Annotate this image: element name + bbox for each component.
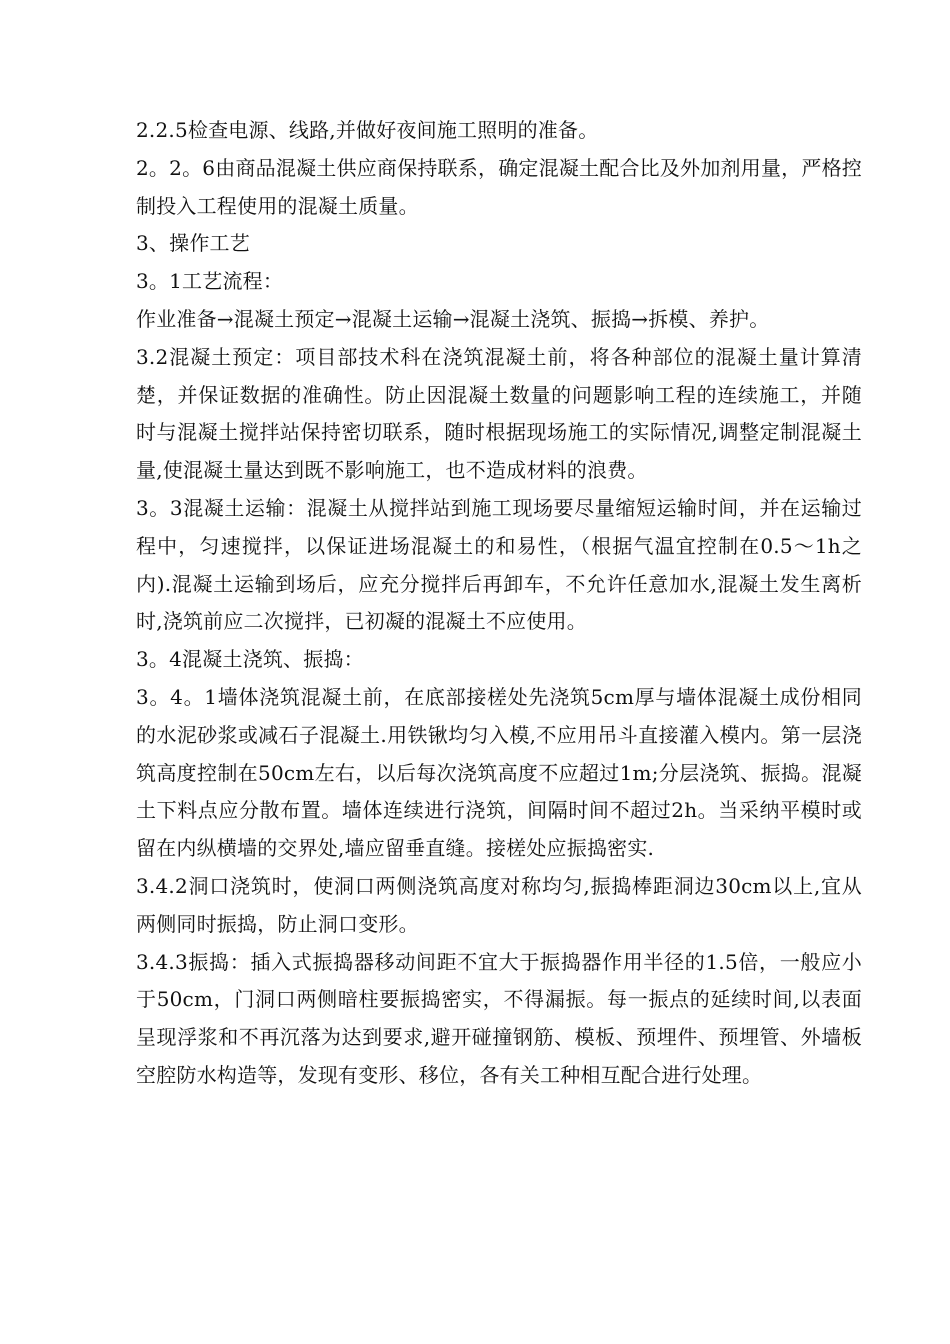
paragraph-2-2-6: 2。2。6由商品混凝土供应商保持联系，确定混凝土配合比及外加剂用量，严格控制投入工程使用的混凝土质量。 bbox=[136, 155, 862, 218]
paragraph-3-4-1: 3。4。1墙体浇筑混凝土前，在底部接槎处先浇筑5cm厚与墙体混凝土成份相同的水泥砂浆或减石子混凝土.用铁锹均匀入模,不应用吊斗直接灌入模内。第一层浇筑高度控制在50cm左右，以后每次浇筑高度不应超过1m;分层浇筑、振捣。混凝土下料点应分散布置。墙体连续进行浇筑，间隔时间不超过2h。当采纳平模时或留在内纵横墙的交界处,墙应留垂直缝。接槎处应振捣密实. bbox=[136, 684, 862, 861]
paragraph-3-3: 3。3混凝土运输：混凝土从搅拌站到施工现场要尽量缩短运输时间，并在运输过程中，匀速搅拌，以保证进场混凝土的和易性，（根据气温宜控制在0.5～1h之内).混凝土运输到场后，应充分搅拌后再卸车，不允许任意加水,混凝土发生离析时,浇筑前应二次搅拌，已初凝的混凝土不应使用。 bbox=[136, 495, 862, 634]
subheading-3-1: 3。1工艺流程： bbox=[136, 269, 284, 294]
section-heading-3: 3、操作工艺 bbox=[136, 231, 250, 256]
subheading-3-4: 3。4混凝土浇筑、振捣： bbox=[136, 647, 364, 672]
paragraph-3-2: 3.2混凝土预定：项目部技术科在浇筑混凝土前，将各种部位的混凝土量计算清楚，并保证数据的准确性。防止因混凝土数量的问题影响工程的连续施工，并随时与混凝土搅拌站保持密切联系，随时根据现场施工的实际情况,调整定制混凝土量,使混凝土量达到既不影响施工，也不造成材料的浪费。 bbox=[136, 344, 862, 483]
paragraph-3-4-3: 3.4.3振捣：插入式振捣器移动间距不宜大于振捣器作用半径的1.5倍，一般应小于50cm，门洞口两侧暗柱要振捣密实，不得漏振。每一振点的延续时间,以表面呈现浮浆和不再沉落为达到要求,避开碰撞钢筋、模板、预埋件、预埋管、外墙板空腔防水构造等，发现有变形、移位，各有关工种相互配合进行处理。 bbox=[136, 949, 862, 1087]
process-flow-line: 作业准备→混凝土预定→混凝土运输→混凝土浇筑、振捣→拆模、养护。 bbox=[136, 306, 770, 331]
paragraph-3-4-2: 3.4.2洞口浇筑时，使洞口两侧浇筑高度对称均匀,振捣棒距洞边30cm以上,宜从两侧同时振捣，防止洞口变形。 bbox=[136, 873, 862, 936]
document-body bbox=[136, 112, 862, 1095]
paragraph-2-2-5: 2.2.5检查电源、线路,并做好夜间施工照明的准备。 bbox=[136, 118, 599, 142]
